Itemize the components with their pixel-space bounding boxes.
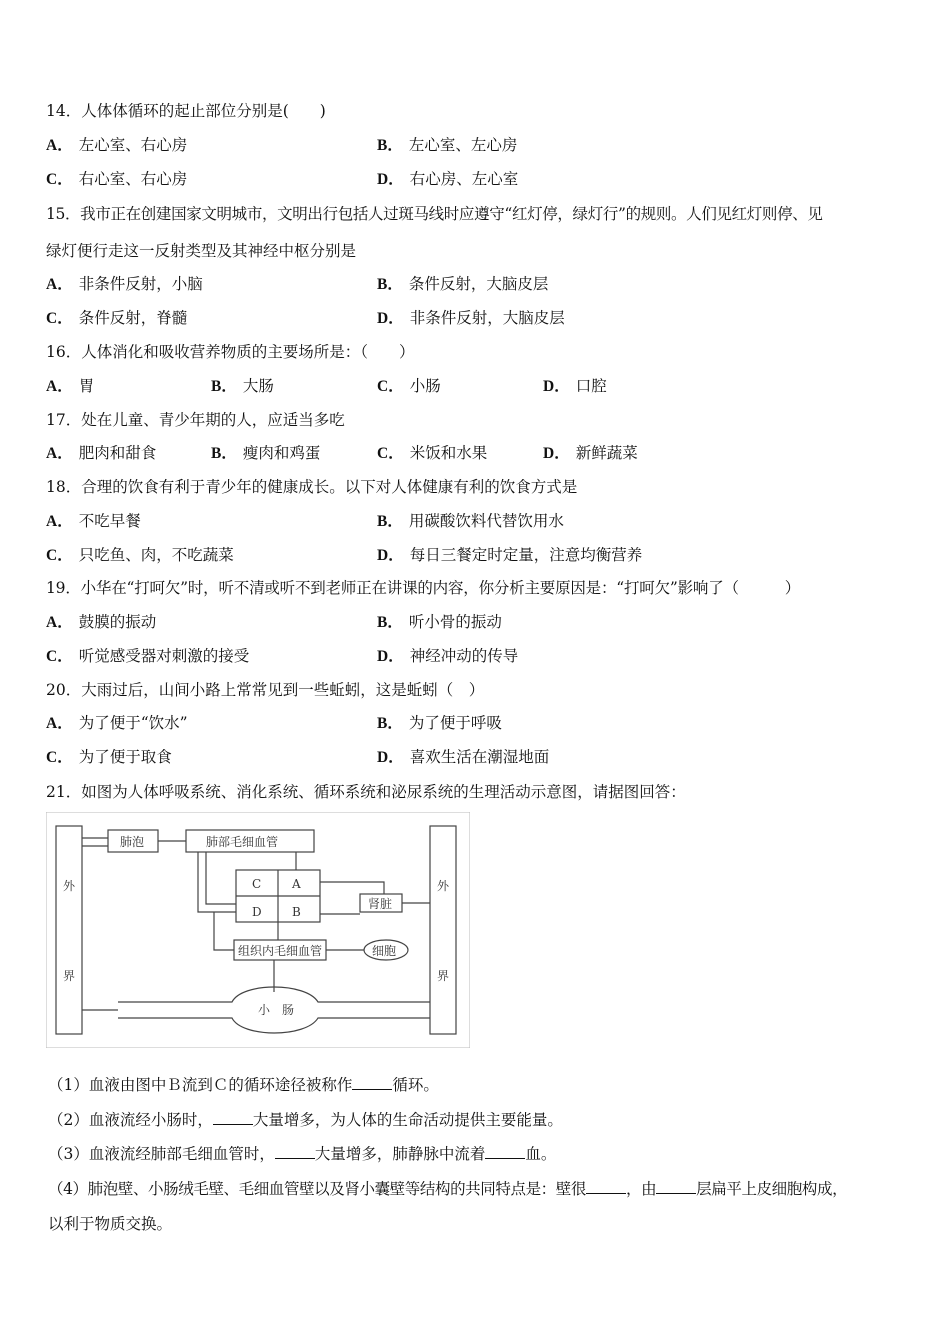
answer-blank-5[interactable] bbox=[586, 1178, 626, 1194]
q14-option-a[interactable]: A． 左心室、右心房 bbox=[46, 136, 188, 154]
question-14-stem: 14．人体体循环的起止部位分别是( ) bbox=[46, 102, 326, 120]
q16-option-d[interactable]: D． 口腔 bbox=[543, 377, 607, 395]
q16-option-b[interactable]: B． 大肠 bbox=[211, 377, 274, 395]
outside-left-label-2: 界 bbox=[63, 969, 76, 983]
q14-option-b[interactable]: B． 左心室、左心房 bbox=[377, 136, 518, 154]
q21-subquestion-3: （3）血液流经肺部毛细血管时， 大量增多，肺静脉中流着 血。 bbox=[48, 1145, 557, 1163]
chamber-d-label: D bbox=[252, 905, 262, 919]
alveoli-label: 肺泡 bbox=[120, 835, 145, 849]
question-16-stem: 16．人体消化和吸收营养物质的主要场所是：（ ） bbox=[46, 343, 415, 361]
answer-blank-3[interactable] bbox=[275, 1143, 315, 1159]
question-15-stem-line2: 绿灯便行走这一反射类型及其神经中枢分别是 bbox=[46, 242, 357, 260]
outside-right-label-2: 界 bbox=[437, 969, 450, 983]
q17-option-a[interactable]: A． 肥肉和甜食 bbox=[46, 444, 157, 462]
question-17-stem: 17．处在儿童、青少年期的人，应适当多吃 bbox=[46, 411, 345, 429]
answer-blank-2[interactable] bbox=[213, 1109, 253, 1125]
chamber-c-label: C bbox=[252, 877, 262, 891]
q17-option-b[interactable]: B． 瘦肉和鸡蛋 bbox=[211, 444, 321, 462]
q18-option-d[interactable]: D． 每日三餐定时定量，注意均衡营养 bbox=[377, 546, 643, 564]
outside-left-label-1: 外 bbox=[63, 879, 76, 893]
q20-option-a[interactable]: A． 为了便于“饮水” bbox=[46, 714, 188, 732]
q19-option-b[interactable]: B． 听小骨的振动 bbox=[377, 613, 502, 631]
q20-option-b[interactable]: B． 为了便于呼吸 bbox=[377, 714, 502, 732]
q16-option-c[interactable]: C． 小肠 bbox=[377, 377, 441, 395]
q18-option-c[interactable]: C． 只吃鱼、肉，不吃蔬菜 bbox=[46, 546, 234, 564]
outside-right-label-1: 外 bbox=[437, 879, 450, 893]
physiology-diagram bbox=[46, 812, 470, 1048]
q16-option-a[interactable]: A． 胃 bbox=[46, 377, 95, 395]
q15-option-a[interactable]: A． 非条件反射，小脑 bbox=[46, 275, 203, 293]
question-19-stem: 19．小华在“打呵欠”时，听不清或听不到老师正在讲课的内容，你分析主要原因是：“打呵欠”影响了（ ） bbox=[46, 579, 801, 597]
kidney-label: 肾脏 bbox=[368, 897, 393, 911]
answer-blank-6[interactable] bbox=[656, 1178, 696, 1194]
question-21-stem: 21．如图为人体呼吸系统、消化系统、循环系统和泌尿系统的生理活动示意图，请据图回答： bbox=[46, 783, 686, 801]
q19-option-c[interactable]: C． 听觉感受器对刺激的接受 bbox=[46, 647, 250, 665]
q17-option-c[interactable]: C． 米饭和水果 bbox=[377, 444, 488, 462]
answer-blank-4[interactable] bbox=[485, 1143, 525, 1159]
q15-option-c[interactable]: C． 条件反射，脊髓 bbox=[46, 309, 188, 327]
chamber-b-label: B bbox=[292, 905, 301, 919]
intestine-label: 小 肠 bbox=[258, 1003, 295, 1017]
q21-subquestion-4-cont: 以利于物质交换。 bbox=[48, 1215, 173, 1233]
q19-option-a[interactable]: A． 鼓膜的振动 bbox=[46, 613, 157, 631]
cell-label: 细胞 bbox=[372, 944, 397, 958]
q17-option-d[interactable]: D． 新鲜蔬菜 bbox=[543, 444, 638, 462]
q15-option-b[interactable]: B． 条件反射，大脑皮层 bbox=[377, 275, 549, 293]
q21-subquestion-1: （1）血液由图中Ｂ流到Ｃ的循环途径被称作 循环。 bbox=[48, 1076, 439, 1094]
question-18-stem: 18．合理的饮食有利于青少年的健康成长。以下对人体健康有利的饮食方式是 bbox=[46, 478, 578, 496]
q21-subquestion-4: （4）肺泡壁、小肠绒毛壁、毛细血管壁以及肾小囊壁等结构的共同特点是：壁很 ，由 层扁平上皮细胞构成， bbox=[48, 1180, 848, 1198]
q20-option-c[interactable]: C． 为了便于取食 bbox=[46, 748, 172, 766]
q21-subquestion-2: （2）血液流经小肠时， 大量增多，为人体的生命活动提供主要能量。 bbox=[48, 1111, 563, 1129]
tissue-capillary-label: 组织内毛细血管 bbox=[238, 944, 323, 958]
question-20-stem: 20．大雨过后，山间小路上常常见到一些蚯蚓，这是蚯蚓（ ） bbox=[46, 681, 485, 699]
q18-option-b[interactable]: B． 用碳酸饮料代替饮用水 bbox=[377, 512, 564, 530]
question-15-stem-line1: 15．我市正在创建国家文明城市，文明出行包括人过斑马线时应遵守“红灯停，绿灯行”的规则。人们见红灯则停、见 bbox=[46, 205, 823, 223]
answer-blank-1[interactable] bbox=[352, 1074, 392, 1090]
chamber-a-label: A bbox=[292, 877, 301, 891]
q19-option-d[interactable]: D． 神经冲动的传导 bbox=[377, 647, 519, 665]
q20-option-d[interactable]: D． 喜欢生活在潮湿地面 bbox=[377, 748, 550, 766]
q15-option-d[interactable]: D． 非条件反射，大脑皮层 bbox=[377, 309, 565, 327]
q14-option-d[interactable]: D． 右心房、左心室 bbox=[377, 170, 519, 188]
q18-option-a[interactable]: A． 不吃早餐 bbox=[46, 512, 141, 530]
q14-option-c[interactable]: C． 右心室、右心房 bbox=[46, 170, 188, 188]
lung-capillary-label: 肺部毛细血管 bbox=[206, 835, 279, 849]
